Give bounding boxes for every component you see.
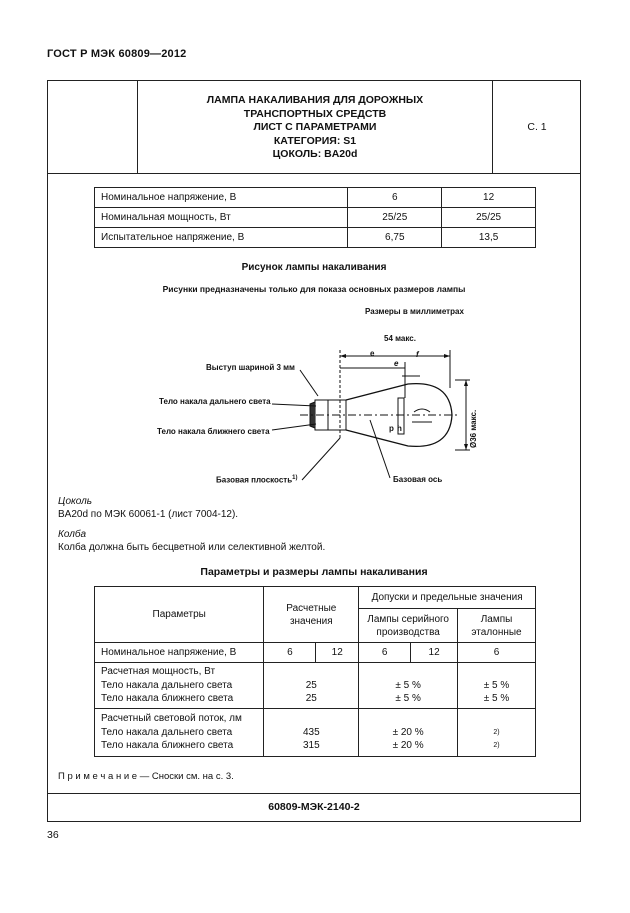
figure-note: Рисунки предназначены только для показа основных размеров лампы [162,284,466,294]
dimensions-note: Размеры в миллиметрах [365,307,464,316]
voltage-serial-12: 12 [411,643,458,663]
e1-label: e [394,359,399,368]
h-label: h [397,424,402,433]
params-table-title: Параметры и размеры лампы накаливания [200,566,428,578]
head-tolerances: Допуски и предельные значения [359,587,536,609]
rating-value-6v: 6,75 [348,228,442,248]
flux-row-label: Тело накала ближнего света [101,740,234,752]
note-text: — Сноски см. на с. 3. [137,771,234,782]
rating-label: Номинальная мощность, Вт [95,208,348,228]
arrow-head [444,354,450,358]
page-number: 36 [47,829,59,841]
rating-label: Номинальное напряжение, В [95,188,348,208]
bulb-heading: Колба [58,529,87,540]
sheet-page-code: С. 1 [527,121,547,133]
power-reference [458,663,536,709]
projection-label: Выступ шариной 3 мм [206,363,295,372]
ratings-table [94,187,536,248]
cap-text: BA20d по МЭК 60061-1 (лист 7004-12). [58,509,239,520]
rating-value-12v: 12 [442,188,536,208]
projection-leader [300,370,318,396]
title-line: ЛИСТ С ПАРАМЕТРАМИ [253,121,377,133]
note-prefix: П р и м е ч а н и е [58,771,138,782]
arrow-head [340,354,346,358]
reference-axis-leader [370,420,390,478]
flux-label: Расчетный световой поток, лм [101,713,242,725]
voltage-serial-6: 6 [359,643,411,663]
table-row [95,208,536,228]
lamp-drawing [150,328,490,493]
dipped-filament-label: Тело накала ближнего света [157,427,270,436]
power-serial [359,663,458,709]
power-serial-value: ± 5 % [395,693,421,705]
title-line: ЦОКОЛЬ: BA20d [272,148,358,160]
head-params: Параметры [95,587,264,643]
reference-plane-footnote: 1) [292,475,298,481]
diameter-max-label: Ø36 макс. [469,409,478,448]
title-line: ЛАМПА НАКАЛИВАНИЯ ДЛЯ ДОРОЖНЫХ [206,94,424,106]
flux-rated-value: 315 [302,740,320,752]
flux-reference-footnote: 2) [493,728,500,736]
power-labels [95,663,264,709]
reference-plane-leader [302,438,340,480]
f-label: f [416,350,419,359]
table-row [95,587,536,609]
flux-serial [359,709,458,757]
power-row-label: Тело накала ближнего света [101,693,234,705]
table-note [58,771,234,782]
reference-plane-text: Базовая плоскость [216,475,293,485]
main-filament-label: Тело накала дальнего света [159,397,271,406]
bulb-text: Колба должна быть бесцветной или селективной желтой. [58,542,326,553]
header-divider [47,173,581,174]
power-rated-value: 25 [305,693,317,705]
head-rated: Расчетные значения [264,587,359,643]
flux-rated [264,709,359,757]
rating-value-12v: 13,5 [442,228,536,248]
table-row [95,188,536,208]
flux-reference-footnote: 2) [493,742,500,750]
table-row [95,709,536,757]
lamp-drawing-svg [150,328,490,493]
voltage-rated-12: 12 [316,643,359,663]
reference-plane-label [216,475,297,485]
arrow-head [464,380,468,386]
arrow-head [464,444,468,450]
voltage-reference: 6 [458,643,536,663]
power-label: Расчетная мощность, Вт [101,666,216,678]
flux-serial-value: ± 20 % [392,726,424,738]
flux-labels [95,709,264,757]
title-line: КАТЕГОРИЯ: S1 [273,134,357,147]
sheet-title [138,94,492,162]
table-row [95,228,536,248]
flux-row-label: Тело накала дальнего света [101,726,233,738]
head-serial: Лампы серийного производства [359,609,458,643]
standard-code: ГОСТ Р МЭК 60809—2012 [47,48,187,60]
head-reference: Лампы эталонные [458,609,536,643]
power-serial-value: ± 5 % [395,679,421,691]
sheet-code: 60809-МЭК-2140-2 [268,801,360,813]
rating-label: Испытательное напряжение, В [95,228,348,248]
flux-rated-value: 435 [302,726,320,738]
voltage-label: Номинальное напряжение, В [95,643,264,663]
figure-title: Рисунок лампы накаливания [241,262,387,273]
table-row [95,663,536,709]
power-reference-value: ± 5 % [483,693,510,705]
footer-divider [47,793,581,794]
power-rated-value: 25 [305,679,317,691]
dipped-filament [414,409,430,412]
reference-axis-label: Базовая ось [393,475,443,484]
power-reference-value: ± 5 % [483,679,510,691]
rating-value-6v: 6 [348,188,442,208]
power-row-label: Тело накала дальнего света [101,679,233,691]
flux-reference [458,709,536,757]
dipped-filament-leader [272,424,316,430]
flux-serial-value: ± 20 % [392,740,424,752]
p-label: p [389,424,394,433]
length-max-label: 54 макс. [384,334,416,343]
cap-heading: Цоколь [58,496,93,507]
rating-value-12v: 25/25 [442,208,536,228]
rating-value-6v: 25/25 [348,208,442,228]
params-table [94,586,536,757]
table-row [95,643,536,663]
e-label: e [370,349,375,358]
title-line: ТРАНСПОРТНЫХ СРЕДСТВ [243,107,387,120]
main-filament-leader [272,404,316,406]
power-rated [264,663,359,709]
voltage-rated-6: 6 [264,643,316,663]
